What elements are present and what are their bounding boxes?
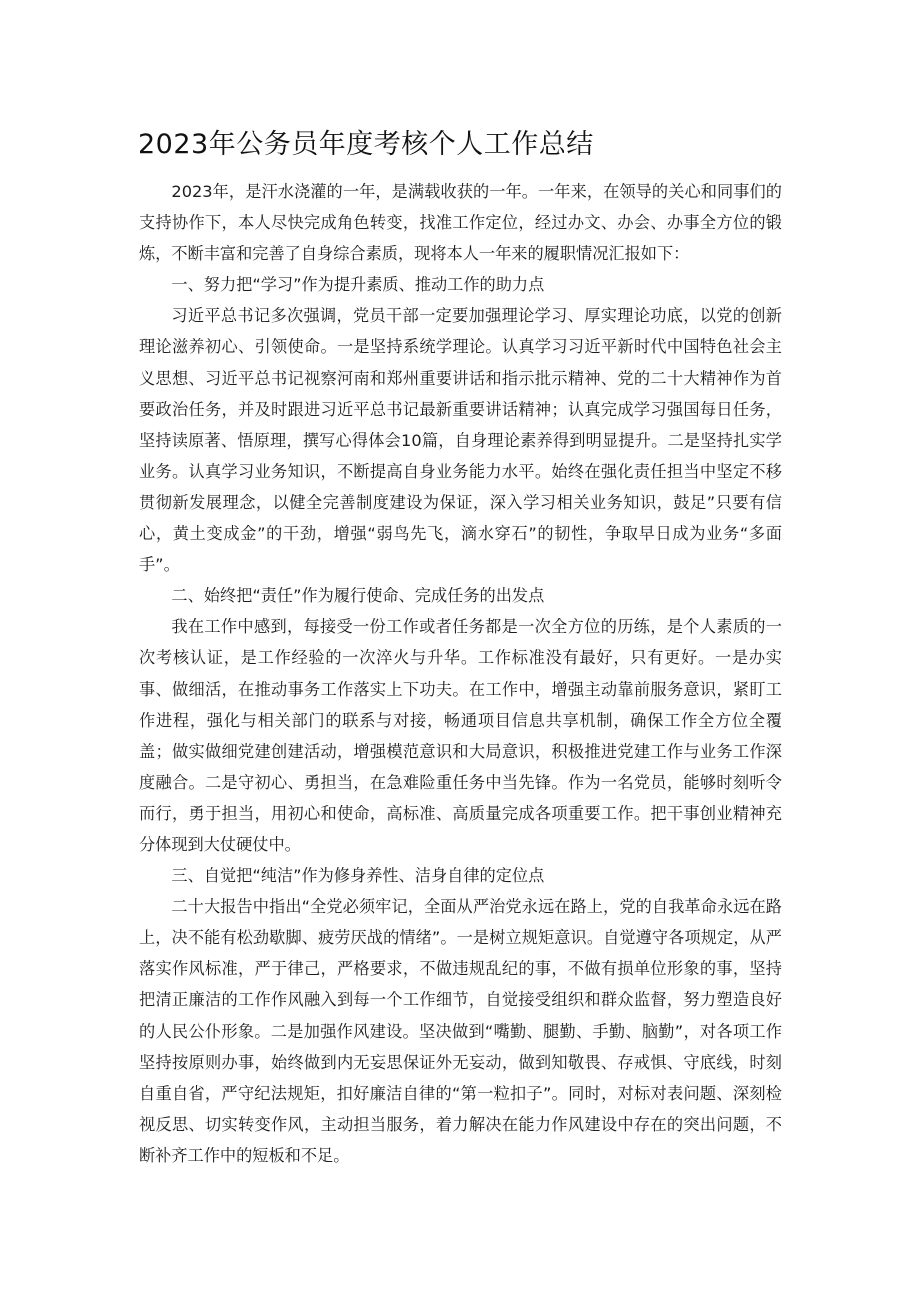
- section-paragraph-1: 习近平总书记多次强调，党员干部一定要加强理论学习、厚实理论功底，以党的创新理论滋养初心、引领使命。一是坚持系统学理论。认真学习习近平新时代中国特色社会主义思想、习近平总书记视察河南和郑州重要讲话和指示批示精神、党的二十大精神作为首要政治任务，并及时跟进习近平总书记最新重要讲话精神；认真完成学习强国每日任务，坚持读原著、悟原理，撰写心得体会10篇，自身理论素养得到明显提升。二是坚持扎实学业务。认真学习业务知识，不断提高自身业务能力水平。始终在强化责任担当中坚定不移贯彻新发展理念，以健全完善制度建设为保证，深入学习相关业务知识，鼓足”只要有信心，黄土变成金”的干劲，增强“弱鸟先飞，滴水穿石”的韧性，争取早日成为业务“多面手”。: [139, 306, 782, 575]
- section-heading-1: 一、努力把“学习”作为提升素质、推动工作的助力点: [171, 275, 545, 295]
- section-paragraph-2: 我在工作中感到，每接受一份工作或者任务都是一次全方位的历练，是个人素质的一次考核认证，是工作经验的一次淬火与升华。工作标准没有最好，只有更好。一是办实事、做细活，在推动事务工作落实上下功夫。在工作中，增强主动靠前服务意识，紧盯工作进程，强化与相关部门的联系与对接，畅通项目信息共享机制，确保工作全方位全覆盖；做实做细党建创建活动，增强模范意识和大局意识，积极推进党建工作与业务工作深度融合。二是守初心、勇担当，在急难险重任务中当先锋。作为一名党员，能够时刻听令而行，勇于担当，用初心和使命，高标准、高质量完成各项重要工作。把干事创业精神充分体现到大仗硬仗中。: [139, 617, 782, 854]
- intro-paragraph: 2023年，是汗水浇灌的一年，是满载收获的一年。一年来，在领导的关心和同事们的支持协作下，本人尽快完成角色转变，找准工作定位，经过办文、办会、办事全方位的锻炼，不断丰富和完善了自身综合素质，现将本人一年来的履职情况汇报如下：: [139, 182, 782, 264]
- document-title: 2023年公务员年度考核个人工作总结: [138, 129, 594, 160]
- section-paragraph-3: 二十大报告中指出“全党必须牢记，全面从严治党永远在路上，党的自我革命永远在路上，决不能有松劲歇脚、疲劳厌战的情绪”。一是树立规矩意识。自觉遵守各项规定，从严落实作风标准，严于律己，严格要求，不做违规乱纪的事，不做有损单位形象的事，坚持把清正廉洁的工作作风融入到每一个工作细节，自觉接受组织和群众监督，努力塑造良好的人民公仆形象。二是加强作风建设。坚决做到“嘴勤、腿勤、手勤、脑勤”，对各项工作坚持按原则办事，始终做到内无妄思保证外无妄动，做到知敬畏、存戒惧、守底线，时刻自重自省，严守纪法规矩，扣好廉洁自律的“第一粒扣子”。同时，对标对表问题、深刻检视反思、切实转变作风，主动担当服务，着力解决在能力作风建设中存在的突出问题，不断补齐工作中的短板和不足。: [139, 897, 782, 1165]
- document-body: [139, 176, 782, 1171]
- section-heading-3: 三、自觉把“纯洁”作为修身养性、洁身自律的定位点: [171, 866, 545, 886]
- section-heading-2: 二、始终把“责任”作为履行使命、完成任务的出发点: [171, 586, 545, 606]
